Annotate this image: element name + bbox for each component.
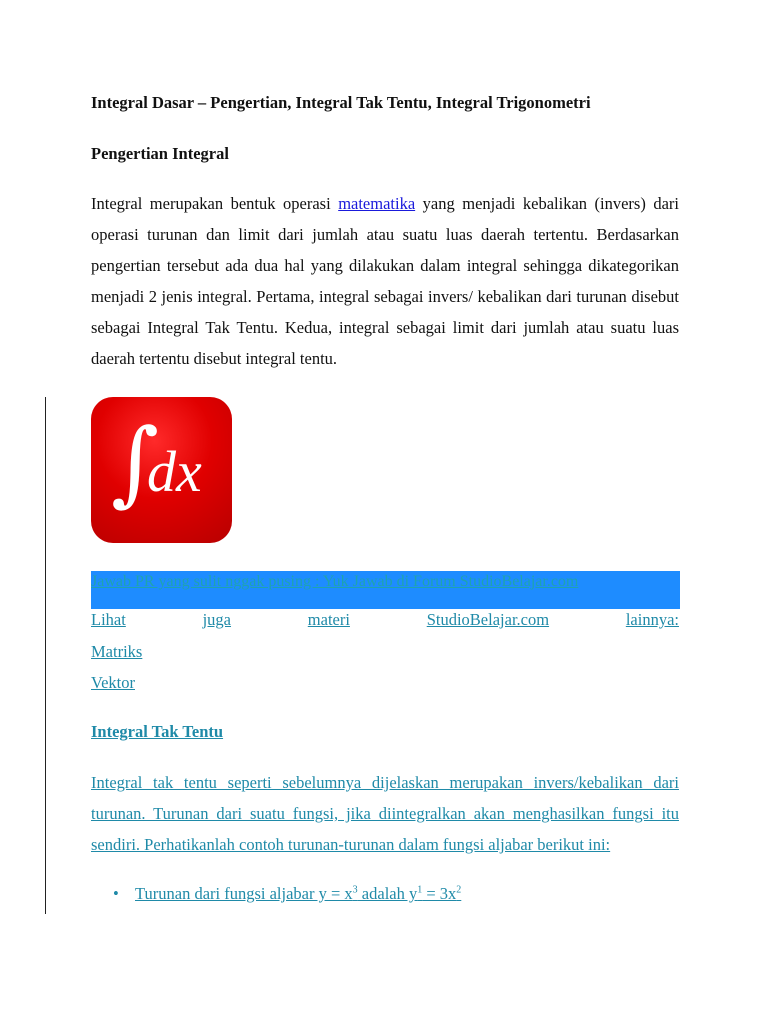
related-link-vektor[interactable]: Vektor: [91, 673, 135, 692]
see-also-word-3[interactable]: materi: [307, 610, 350, 629]
forum-banner[interactable]: [91, 571, 680, 609]
integral-tak-tentu-paragraph[interactable]: Integral tak tentu seperti sebelumnya dijelaskan merupakan invers/kebalikan dari turunan. Turunan dari suatu fungsi, jika diintegralkan akan menghasilkan fungsi itu sendiri. Perhatikanlah contoh turunan-turunan dalam fungsi aljabar berikut ini:: [91, 773, 679, 854]
integral-sign-icon: ∫: [111, 409, 159, 516]
see-also-word-2[interactable]: juga: [202, 610, 232, 629]
left-margin-rule: [45, 397, 46, 914]
bullet-exponent-1: 3: [352, 884, 358, 896]
intro-text-after: yang menjadi kebalikan (invers) dari operasi turunan dan limit dari jumlah atau suatu luas daerah tertentu. Berdasarkan pengertian tersebut ada dua hal yang dilakukan dalam integral sehingga dikategorikan menjadi 2 jenis integral. Pertama, integral sebagai invers/ kebalikan dari turunan disebut sebagai Integral Tak Tentu. Kedua, integral sebagai limit dari jumlah atau suatu luas daerah tertentu disebut integral tentu.: [91, 194, 680, 368]
bullet-exponent-3: 2: [456, 884, 462, 896]
bullet-exponent-2: 1: [417, 884, 423, 896]
document-title: Integral Dasar – Pengertian, Integral Tak Tentu, Integral Trigonometri: [91, 93, 591, 112]
section-heading-integral-tak-tentu[interactable]: Integral Tak Tentu: [91, 722, 224, 741]
forum-banner-link[interactable]: Jawab PR yang sulit nggak pusing : Yuk Jawab di Forum StudioBelajar.com: [91, 573, 579, 590]
section-heading-pengertian: Pengertian Integral: [91, 144, 229, 163]
bullet-marker: •: [113, 884, 119, 903]
bullet-text-middle: adalah y: [357, 884, 418, 903]
matematika-link[interactable]: matematika: [338, 194, 416, 213]
bullet-item-turunan[interactable]: [113, 884, 461, 904]
bullet-text-rhs: = 3x: [422, 884, 457, 903]
see-also-word-5[interactable]: lainnya:: [625, 610, 679, 629]
see-also-line: [91, 610, 679, 630]
see-also-word-4[interactable]: StudioBelajar.com: [426, 610, 550, 629]
dx-text: dx: [147, 439, 202, 504]
intro-text-before: Integral merupakan bentuk operasi: [91, 194, 339, 213]
integral-app-logo: [91, 397, 232, 543]
see-also-word-1[interactable]: Lihat: [91, 610, 126, 629]
intro-paragraph: [91, 188, 679, 374]
bullet-text-prefix: Turunan dari fungsi aljabar y = x: [135, 884, 353, 903]
related-link-matriks[interactable]: Matriks: [91, 642, 143, 661]
